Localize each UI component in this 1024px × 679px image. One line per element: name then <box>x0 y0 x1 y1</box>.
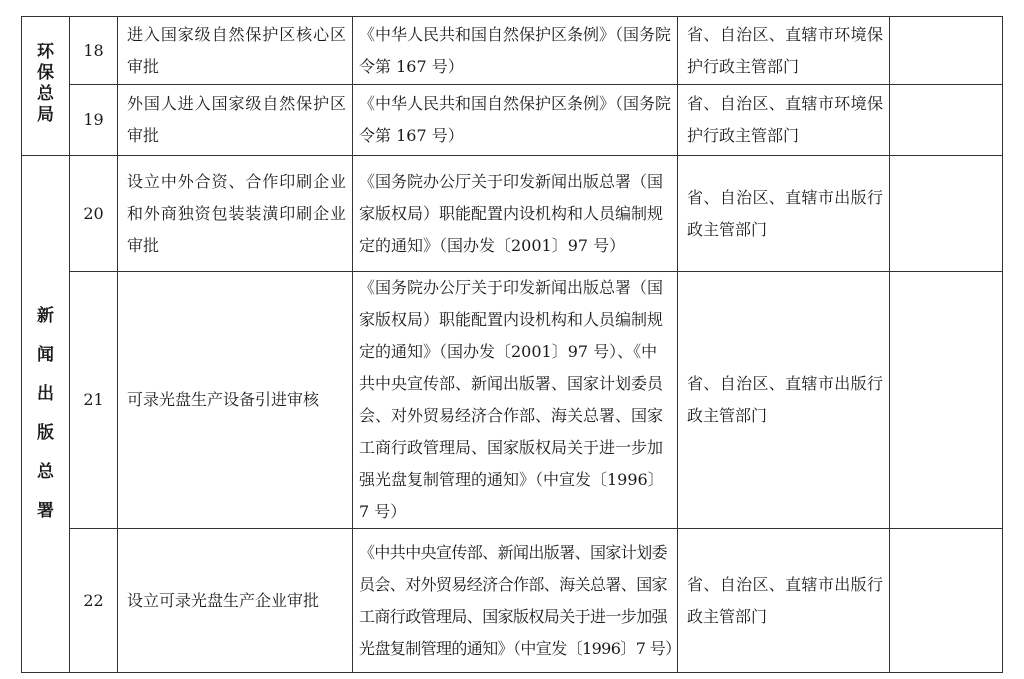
approval-item: 进入国家级自然保护区核心区审批 <box>118 17 353 85</box>
approval-item: 外国人进入国家级自然保护区审批 <box>118 85 353 156</box>
row-number: 18 <box>70 17 118 85</box>
remark-cell <box>890 85 1003 156</box>
row-number: 20 <box>70 156 118 272</box>
approval-items-table <box>21 16 1003 673</box>
legal-basis: 《国务院办公厅关于印发新闻出版总署（国家版权局）职能配置内设机构和人员编制规定的通知》（国办发〔2001〕97 号） <box>353 156 678 272</box>
remark-cell <box>890 272 1003 529</box>
legal-basis: 《中共中央宣传部、新闻出版署、国家计划委员会、对外贸易经济合作部、海关总署、国家工商行政管理局、国家版权局关于进一步加强光盘复制管理的通知》（中宣发〔1996〕7 号） <box>353 529 678 673</box>
approval-item: 设立可录光盘生产企业审批 <box>118 529 353 673</box>
table-row <box>22 17 1003 85</box>
legal-basis: 《中华人民共和国自然保护区条例》（国务院令第 167 号） <box>353 85 678 156</box>
row-number: 22 <box>70 529 118 673</box>
table-row <box>22 529 1003 673</box>
remark-cell <box>890 156 1003 272</box>
row-number: 19 <box>70 85 118 156</box>
table-row <box>22 85 1003 156</box>
implementing-authority: 省、自治区、直辖市出版行政主管部门 <box>678 156 890 272</box>
remark-cell <box>890 529 1003 673</box>
remark-cell <box>890 17 1003 85</box>
legal-basis: 《中华人民共和国自然保护区条例》（国务院令第 167 号） <box>353 17 678 85</box>
table-row <box>22 156 1003 272</box>
group-label-env: 环保总局 <box>22 17 70 156</box>
approval-item: 设立中外合资、合作印刷企业和外商独资包装装潢印刷企业审批 <box>118 156 353 272</box>
implementing-authority: 省、自治区、直辖市环境保护行政主管部门 <box>678 17 890 85</box>
row-number: 21 <box>70 272 118 529</box>
implementing-authority: 省、自治区、直辖市出版行政主管部门 <box>678 272 890 529</box>
group-label-press: 新闻出版总署 <box>22 156 70 673</box>
approval-item: 可录光盘生产设备引进审核 <box>118 272 353 529</box>
implementing-authority: 省、自治区、直辖市环境保护行政主管部门 <box>678 85 890 156</box>
legal-basis: 《国务院办公厅关于印发新闻出版总署（国家版权局）职能配置内设机构和人员编制规定的通知》（国办发〔2001〕97 号）、《中共中央宣传部、新闻出版署、国家计划委员会、对外贸易经济合作部、海关总署、国家工商行政管理局、国家版权局关于进一步加强光盘复制管理的通知》（中宣发〔1996〕7 号） <box>353 272 678 529</box>
table-row <box>22 272 1003 529</box>
implementing-authority: 省、自治区、直辖市出版行政主管部门 <box>678 529 890 673</box>
